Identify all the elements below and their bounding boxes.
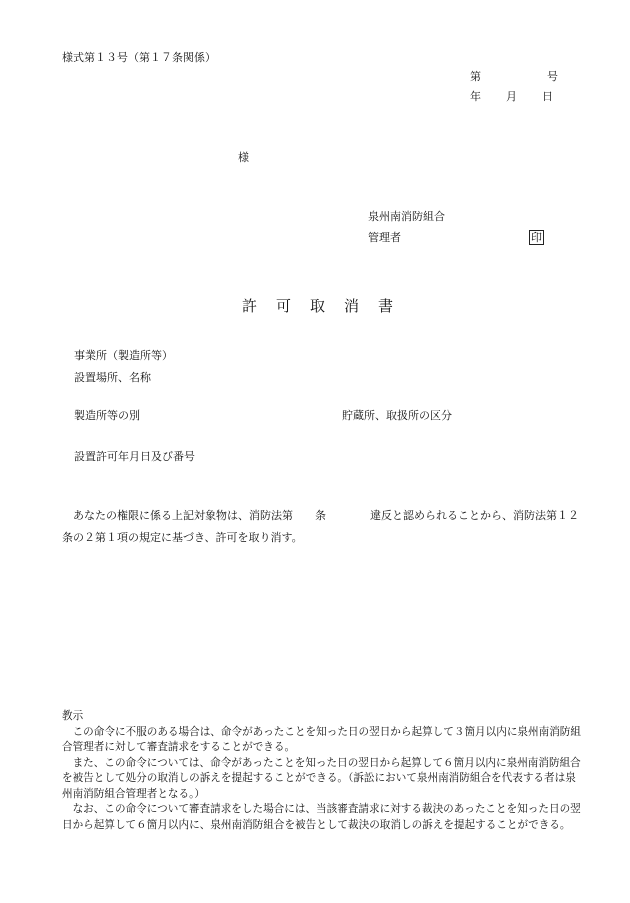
body-paragraph: あなたの権限に係る上記対象物は、消防法第 条 違反と認められることから、消防法第１２条の２第１項の規定に基づき、許可を取り消す。 bbox=[62, 509, 579, 544]
date-line: 年 月 日 bbox=[470, 90, 554, 103]
field-category: 貯蔵所、取扱所の区分 bbox=[342, 409, 452, 422]
document-title: 許 可 取 消 書 bbox=[242, 297, 396, 315]
field-facility-type: 製造所等の別 bbox=[74, 409, 140, 422]
field-location: 設置場所、名称 bbox=[74, 371, 151, 384]
notice-paragraph: この命令に不服のある場合は、命令があったことを知った日の翌日から起算して３箇月以内に泉州南消防組合管理者に対して審査請求をすることができる。 bbox=[62, 725, 581, 753]
notice-paragraph: また、この命令については、命令があったことを知った日の翌日から起算して６箇月以内に泉州南消防組合を被告として処分の取消しの訴えを提起することができる。（訴訟において泉州南消防組合を代表する者は泉州南消防組合管理者となる。） bbox=[62, 756, 581, 800]
seal-mark bbox=[529, 230, 544, 245]
appeal-notice bbox=[62, 709, 582, 833]
notice-paragraph: なお、この命令について審査請求をした場合には、当該審査請求に対する裁決のあったことを知った日の翌日から起算して６箇月以内に、泉州南消防組合を被告として裁決の取消しの訴えを提起することができる。 bbox=[62, 803, 581, 831]
issuer-title: 管理者 bbox=[368, 231, 401, 244]
field-permit-date-number: 設置許可年月日及び番号 bbox=[74, 450, 195, 463]
field-business: 事業所（製造所等） bbox=[74, 349, 173, 362]
notice-heading: 教示 bbox=[62, 710, 84, 722]
addressee-suffix: 様 bbox=[238, 151, 249, 164]
issuer-organization: 泉州南消防組合 bbox=[368, 210, 445, 223]
document-number-line: 第 号 bbox=[470, 70, 558, 83]
seal-glyph: 印 bbox=[531, 231, 542, 244]
form-id: 様式第１３号（第１７条関係） bbox=[62, 51, 216, 64]
